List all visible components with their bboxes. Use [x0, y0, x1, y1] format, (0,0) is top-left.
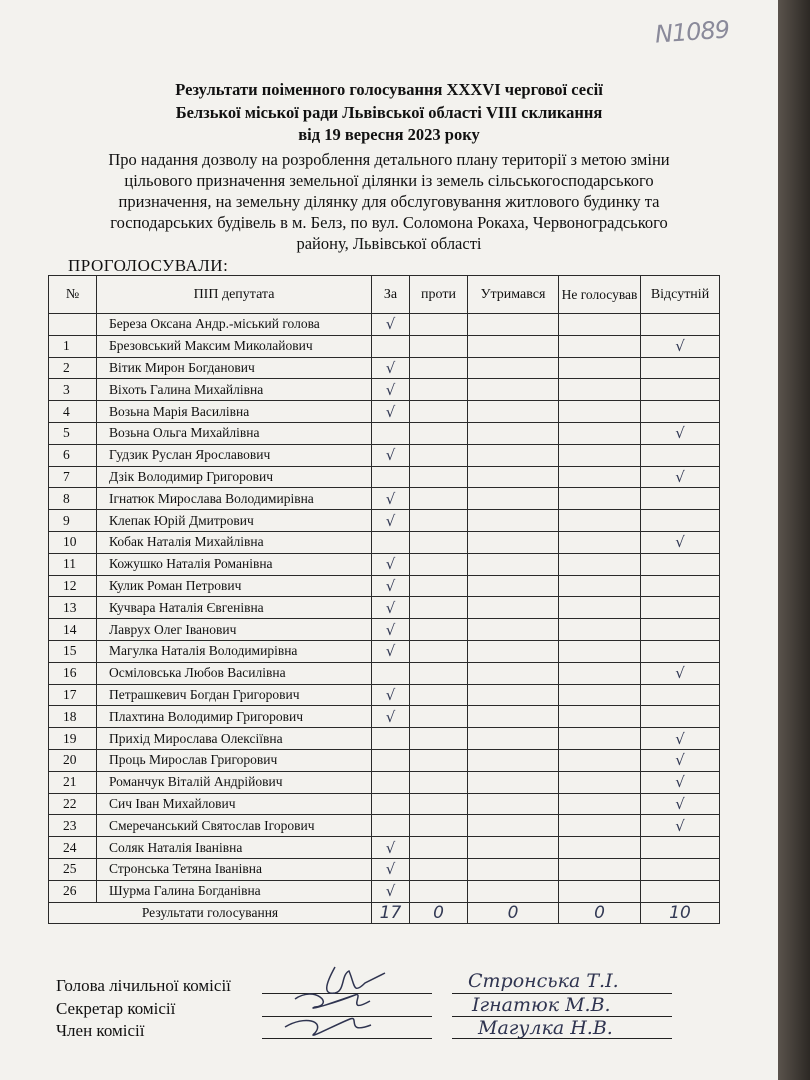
- vote-cell: [410, 858, 468, 880]
- deputy-name: Віхоть Галина Михайлівна: [97, 379, 372, 401]
- vote-cell: [559, 837, 641, 859]
- vote-cell: [641, 684, 720, 706]
- table-row: [49, 422, 720, 444]
- vote-cell: [468, 597, 559, 619]
- vote-cell: [468, 401, 559, 423]
- vote-cell: [410, 815, 468, 837]
- table-row: [49, 662, 720, 684]
- vote-cell: [559, 619, 641, 641]
- vote-cell: [641, 837, 720, 859]
- vote-for-mark: √: [385, 598, 396, 617]
- vote-for-mark: √: [385, 402, 396, 421]
- vote-cell: [372, 510, 410, 532]
- deputy-name: Проць Мирослав Григорович: [97, 749, 372, 771]
- signature-name-3: Магулка Н.В.: [478, 1017, 613, 1039]
- vote-cell: [559, 553, 641, 575]
- title-line-3: від 19 вересня 2023 року: [298, 125, 480, 144]
- vote-absent-mark: √: [675, 794, 685, 813]
- vote-cell: [410, 728, 468, 750]
- row-number: 5: [49, 422, 97, 444]
- vote-absent-mark: √: [675, 729, 685, 748]
- col-for: За: [372, 276, 410, 314]
- vote-cell: [468, 793, 559, 815]
- vote-cell: [410, 619, 468, 641]
- vote-cell: [372, 466, 410, 488]
- deputy-name: Смеречанський Святослав Ігорович: [97, 815, 372, 837]
- vote-cell: [559, 510, 641, 532]
- deputy-name: Осміловська Любов Василівна: [97, 662, 372, 684]
- vote-cell: [641, 444, 720, 466]
- table-row: [49, 684, 720, 706]
- vote-cell: [641, 379, 720, 401]
- vote-cell: [372, 837, 410, 859]
- col-abstained: Утримався: [468, 276, 559, 314]
- table-row: [49, 379, 720, 401]
- vote-cell: [641, 575, 720, 597]
- vote-cell: [410, 510, 468, 532]
- deputy-name: Магулка Наталія Володимирівна: [97, 640, 372, 662]
- row-number: 2: [49, 357, 97, 379]
- col-name: ПІП депутата: [97, 276, 372, 314]
- row-number: 18: [49, 706, 97, 728]
- vote-cell: [372, 488, 410, 510]
- vote-cell: [410, 597, 468, 619]
- vote-cell: [372, 793, 410, 815]
- table-row: [49, 771, 720, 793]
- row-number: 12: [49, 575, 97, 597]
- vote-cell: [559, 815, 641, 837]
- row-number: 9: [49, 510, 97, 532]
- table-row: [49, 553, 720, 575]
- deputy-name: Кучвара Наталія Євгенівна: [97, 597, 372, 619]
- totals-row: [49, 902, 720, 924]
- vote-cell: [410, 553, 468, 575]
- vote-cell: [468, 640, 559, 662]
- vote-cell: [410, 837, 468, 859]
- deputy-name: Возьна Ольга Михайлівна: [97, 422, 372, 444]
- total-absent: 10: [669, 902, 691, 923]
- vote-cell: [410, 684, 468, 706]
- vote-cell: [410, 531, 468, 553]
- total-for: 17: [379, 902, 402, 923]
- vote-absent-mark: √: [675, 664, 685, 683]
- vote-cell: [372, 531, 410, 553]
- vote-cell: [559, 728, 641, 750]
- vote-cell: [372, 444, 410, 466]
- vote-cell: [641, 640, 720, 662]
- row-number: 1: [49, 335, 97, 357]
- deputy-name: Романчук Віталій Андрійович: [97, 771, 372, 793]
- subject-line-3: призначення, на земельну ділянку для обслуговування житлового будинку та: [118, 192, 660, 211]
- table-row: [49, 597, 720, 619]
- vote-cell: [559, 466, 641, 488]
- vote-cell: [468, 466, 559, 488]
- vote-absent-mark: √: [675, 533, 685, 552]
- table-row: [49, 858, 720, 880]
- vote-cell: [372, 684, 410, 706]
- row-number: 22: [49, 793, 97, 815]
- vote-cell: [372, 706, 410, 728]
- vote-cell: [468, 880, 559, 902]
- vote-for-mark: √: [385, 882, 396, 901]
- row-number: 21: [49, 771, 97, 793]
- vote-cell: [641, 619, 720, 641]
- vote-cell: [468, 335, 559, 357]
- vote-cell: [559, 793, 641, 815]
- vote-cell: [410, 357, 468, 379]
- row-number: 16: [49, 662, 97, 684]
- table-row: [49, 619, 720, 641]
- table-row: [49, 510, 720, 532]
- vote-cell: [410, 662, 468, 684]
- deputy-name: Ігнатюк Мирослава Володимирівна: [97, 488, 372, 510]
- row-number: 4: [49, 401, 97, 423]
- vote-cell: [559, 422, 641, 444]
- vote-for-mark: √: [385, 446, 396, 465]
- subject-line-4: господарських будівель в м. Белз, по вул. Соломона Рокаха, Червоноградського: [110, 213, 668, 232]
- vote-for-mark: √: [385, 620, 396, 639]
- vote-cell: [468, 815, 559, 837]
- vote-for-mark: √: [385, 685, 396, 704]
- vote-cell: [468, 510, 559, 532]
- vote-absent-mark: √: [675, 424, 685, 443]
- deputy-name: Плахтина Володимир Григорович: [97, 706, 372, 728]
- vote-cell: [468, 575, 559, 597]
- table-row: [49, 815, 720, 837]
- vote-cell: [641, 422, 720, 444]
- signature-name-2: Ігнатюк М.В.: [472, 994, 611, 1016]
- col-number: №: [49, 276, 97, 314]
- vote-cell: [372, 662, 410, 684]
- vote-cell: [410, 422, 468, 444]
- deputy-name: Возьна Марія Василівна: [97, 401, 372, 423]
- vote-for-mark: √: [385, 838, 396, 857]
- subject-line-5: району, Львівської області: [296, 234, 482, 253]
- vote-for-mark: √: [385, 315, 396, 334]
- title-line-2: Белзької міської ради Львівської області VIII скликання: [175, 103, 603, 122]
- table-row: [49, 706, 720, 728]
- vote-cell: [410, 488, 468, 510]
- table-row: [49, 314, 720, 336]
- signature-name-1: Стронська Т.І.: [468, 970, 619, 992]
- vote-cell: [468, 357, 559, 379]
- vote-cell: [468, 684, 559, 706]
- vote-cell: [410, 379, 468, 401]
- vote-absent-mark: √: [675, 816, 685, 835]
- vote-cell: [559, 858, 641, 880]
- vote-cell: [468, 858, 559, 880]
- total-against: 0: [433, 902, 444, 923]
- deputy-name: Петрашкевич Богдан Григорович: [97, 684, 372, 706]
- table-row: [49, 793, 720, 815]
- vote-cell: [372, 357, 410, 379]
- table-row: [49, 335, 720, 357]
- vote-cell: [559, 335, 641, 357]
- vote-cell: [372, 314, 410, 336]
- vote-cell: [372, 640, 410, 662]
- vote-cell: [410, 640, 468, 662]
- vote-for-mark: √: [385, 489, 396, 508]
- deputy-name: Сич Іван Михайлович: [97, 793, 372, 815]
- row-number: 13: [49, 597, 97, 619]
- vote-cell: [641, 728, 720, 750]
- row-number: 25: [49, 858, 97, 880]
- vote-cell: [410, 401, 468, 423]
- vote-cell: [641, 880, 720, 902]
- vote-cell: [559, 662, 641, 684]
- vote-cell: [641, 357, 720, 379]
- vote-cell: [559, 749, 641, 771]
- vote-cell: [641, 858, 720, 880]
- row-number: 11: [49, 553, 97, 575]
- vote-cell: [410, 444, 468, 466]
- vote-cell: [559, 771, 641, 793]
- table-row: [49, 488, 720, 510]
- vote-cell: [468, 837, 559, 859]
- vote-for-mark: √: [385, 707, 396, 726]
- table-row: [49, 728, 720, 750]
- vote-cell: [372, 401, 410, 423]
- vote-cell: [641, 597, 720, 619]
- vote-cell: [641, 314, 720, 336]
- vote-cell: [410, 706, 468, 728]
- registration-number: N1089: [654, 15, 730, 49]
- vote-cell: [559, 640, 641, 662]
- vote-for-mark: √: [385, 555, 396, 574]
- vote-cell: [410, 314, 468, 336]
- vote-table: [48, 275, 720, 924]
- vote-absent-mark: √: [675, 337, 685, 356]
- vote-for-mark: √: [385, 860, 396, 879]
- table-row: [49, 880, 720, 902]
- vote-cell: [559, 575, 641, 597]
- vote-cell: [372, 858, 410, 880]
- vote-cell: [410, 335, 468, 357]
- deputy-name: Прихід Мирослава Олексіївна: [97, 728, 372, 750]
- subject-line-1: Про надання дозволу на розроблення детального плану території з метою зміни: [108, 150, 670, 169]
- vote-absent-mark: √: [675, 467, 685, 486]
- deputy-name: Лаврух Олег Іванович: [97, 619, 372, 641]
- vote-cell: [559, 597, 641, 619]
- vote-cell: [468, 531, 559, 553]
- total-not-voted: 0: [594, 902, 605, 923]
- deputy-name: Соляк Наталія Іванівна: [97, 837, 372, 859]
- vote-absent-mark: √: [675, 751, 685, 770]
- vote-cell: [641, 466, 720, 488]
- vote-for-mark: √: [385, 511, 396, 530]
- deputy-name: Кобак Наталія Михайлівна: [97, 531, 372, 553]
- table-row: [49, 837, 720, 859]
- vote-cell: [559, 444, 641, 466]
- vote-cell: [641, 335, 720, 357]
- totals-label: Результати голосування: [49, 902, 372, 924]
- row-number: 23: [49, 815, 97, 837]
- vote-cell: [559, 401, 641, 423]
- row-number: 8: [49, 488, 97, 510]
- vote-cell: [559, 880, 641, 902]
- deputy-name: Кожушко Наталія Романівна: [97, 553, 372, 575]
- table-row: [49, 466, 720, 488]
- vote-cell: [372, 815, 410, 837]
- vote-cell: [641, 706, 720, 728]
- row-number: 15: [49, 640, 97, 662]
- handwritten-signature: [275, 955, 415, 1045]
- table-row: [49, 640, 720, 662]
- title-line-1: Результати поіменного голосування XXXVI чергової сесії: [175, 80, 603, 99]
- vote-cell: [410, 793, 468, 815]
- deputy-name: Береза Оксана Андр.-міський голова: [97, 314, 372, 336]
- vote-cell: [468, 488, 559, 510]
- deputy-name: Гудзик Руслан Ярославович: [97, 444, 372, 466]
- col-absent: Відсутній: [641, 276, 720, 314]
- vote-cell: [559, 314, 641, 336]
- deputy-name: Стронська Тетяна Іванівна: [97, 858, 372, 880]
- table-row: [49, 575, 720, 597]
- row-number: 10: [49, 531, 97, 553]
- vote-cell: [641, 401, 720, 423]
- vote-cell: [468, 728, 559, 750]
- signature-role-2: Секретар комісії: [56, 999, 176, 1018]
- total-abstained: 0: [507, 902, 519, 923]
- vote-for-mark: √: [385, 642, 396, 661]
- vote-cell: [372, 728, 410, 750]
- row-number: 26: [49, 880, 97, 902]
- vote-cell: [468, 749, 559, 771]
- vote-cell: [410, 771, 468, 793]
- vote-cell: [372, 597, 410, 619]
- col-against: проти: [410, 276, 468, 314]
- vote-for-mark: √: [385, 576, 396, 595]
- vote-cell: [372, 880, 410, 902]
- deputy-name: Вітик Мирон Богданович: [97, 357, 372, 379]
- vote-cell: [468, 422, 559, 444]
- vote-cell: [559, 684, 641, 706]
- vote-cell: [468, 771, 559, 793]
- vote-cell: [468, 379, 559, 401]
- col-not-voted: Не голосував: [559, 276, 641, 314]
- vote-cell: [641, 771, 720, 793]
- row-number: 6: [49, 444, 97, 466]
- vote-cell: [559, 379, 641, 401]
- vote-cell: [410, 575, 468, 597]
- vote-cell: [641, 662, 720, 684]
- voted-label: ПРОГОЛОСУВАЛИ:: [68, 256, 229, 275]
- table-row: [49, 357, 720, 379]
- row-number: 20: [49, 749, 97, 771]
- vote-cell: [559, 488, 641, 510]
- vote-cell: [641, 510, 720, 532]
- vote-cell: [410, 466, 468, 488]
- page-edge-background: [778, 0, 810, 1080]
- vote-cell: [468, 619, 559, 641]
- deputy-name: Кулик Роман Петрович: [97, 575, 372, 597]
- table-row: [49, 749, 720, 771]
- row-number: 3: [49, 379, 97, 401]
- vote-cell: [410, 880, 468, 902]
- row-number: 14: [49, 619, 97, 641]
- vote-cell: [410, 749, 468, 771]
- vote-cell: [559, 706, 641, 728]
- vote-cell: [468, 706, 559, 728]
- vote-cell: [372, 422, 410, 444]
- deputy-name: Шурма Галина Богданівна: [97, 880, 372, 902]
- vote-for-mark: √: [385, 380, 396, 399]
- row-number: [49, 314, 97, 336]
- vote-for-mark: √: [385, 358, 396, 377]
- vote-cell: [372, 379, 410, 401]
- subject-line-2: цільового призначення земельної ділянки із земель сільськогосподарського: [124, 171, 654, 190]
- deputy-name: Дзік Володимир Григорович: [97, 466, 372, 488]
- vote-cell: [372, 575, 410, 597]
- vote-cell: [559, 531, 641, 553]
- vote-cell: [559, 357, 641, 379]
- deputy-name: Клепак Юрій Дмитрович: [97, 510, 372, 532]
- vote-cell: [641, 531, 720, 553]
- vote-cell: [468, 553, 559, 575]
- deputy-name: Брезовський Максим Миколайович: [97, 335, 372, 357]
- vote-cell: [468, 662, 559, 684]
- vote-cell: [372, 749, 410, 771]
- vote-cell: [641, 553, 720, 575]
- vote-cell: [641, 488, 720, 510]
- table-header: [49, 276, 720, 314]
- vote-cell: [641, 793, 720, 815]
- table-row: [49, 444, 720, 466]
- vote-cell: [641, 749, 720, 771]
- row-number: 7: [49, 466, 97, 488]
- vote-cell: [641, 815, 720, 837]
- row-number: 17: [49, 684, 97, 706]
- row-number: 19: [49, 728, 97, 750]
- vote-cell: [372, 335, 410, 357]
- row-number: 24: [49, 837, 97, 859]
- vote-cell: [372, 619, 410, 641]
- name-line-3: [452, 1038, 672, 1039]
- vote-cell: [468, 314, 559, 336]
- signature-role-3: Член комісії: [56, 1021, 145, 1040]
- vote-cell: [468, 444, 559, 466]
- vote-cell: [372, 553, 410, 575]
- table-row: [49, 401, 720, 423]
- signature-role-1: Голова лічильної комісії: [56, 976, 231, 995]
- vote-absent-mark: √: [675, 773, 685, 792]
- vote-cell: [372, 771, 410, 793]
- table-row: [49, 531, 720, 553]
